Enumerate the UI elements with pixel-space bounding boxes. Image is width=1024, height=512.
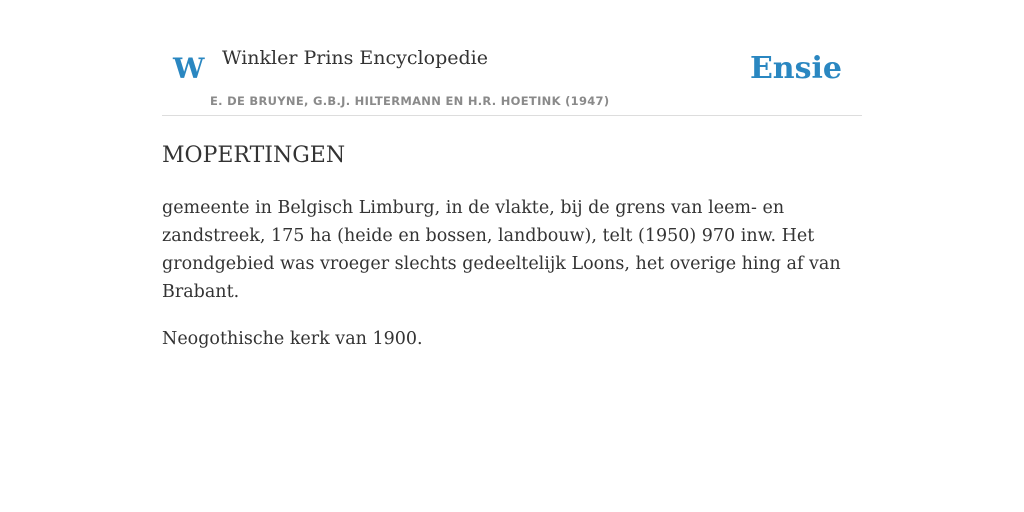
- ensie-logo-link[interactable]: Ensie: [749, 51, 842, 86]
- encyclopedia-logo[interactable]: W: [173, 52, 205, 85]
- header: [162, 0, 862, 116]
- article-paragraph: gemeente in Belgisch Limburg, in de vlakte, bij de grens van leem- en zandstreek, 175 ha (heide en bossen, landbouw), telt (1950) 970 inw. Het grondgebied was vroeger slechts gedeeltelijk Loons, het overige hing af van Brabant.: [162, 198, 841, 302]
- article-paragraph: Neogothische kerk van 1900.: [162, 329, 423, 349]
- article: [162, 142, 862, 353]
- page-container: [162, 0, 862, 353]
- site-title[interactable]: Winkler Prins Encyclopedie: [222, 47, 488, 69]
- article-title: MOPERTINGEN: [162, 143, 346, 168]
- edition-authors: E. DE BRUYNE, G.B.J. HILTERMANN EN H.R. HOETINK (1947): [210, 94, 610, 108]
